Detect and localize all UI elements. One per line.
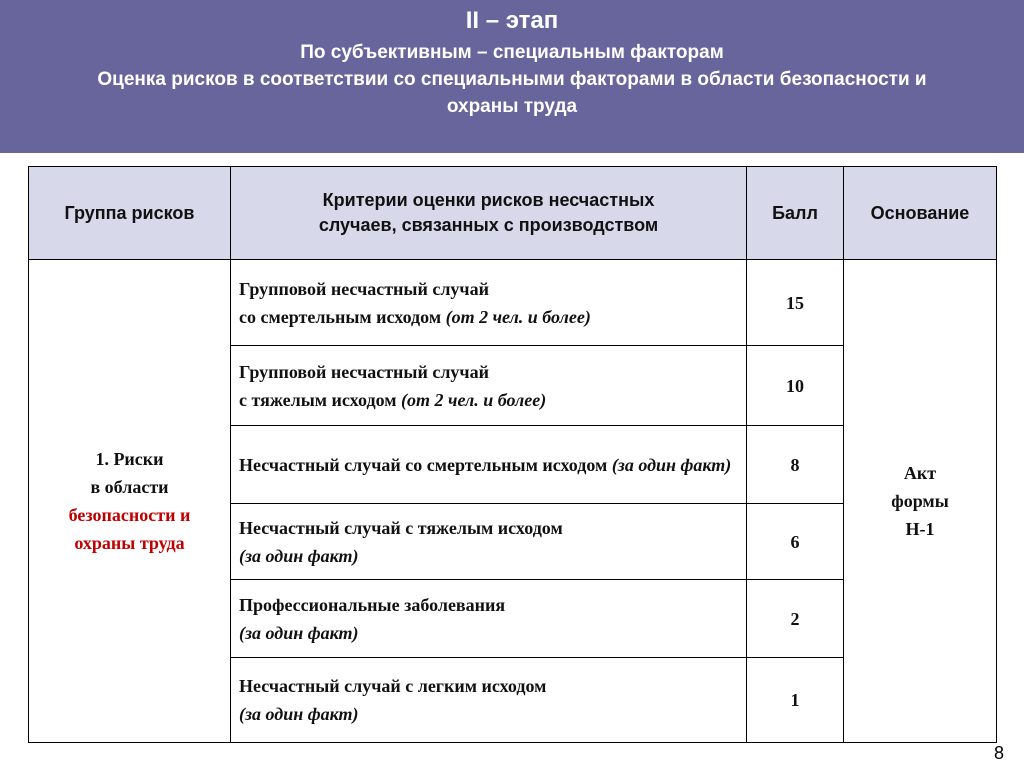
basis-line-2: формы bbox=[891, 491, 949, 511]
criteria-text-2: с тяжелым исходом bbox=[239, 389, 397, 410]
header-criteria-line-2: случаев, связанных с производством bbox=[318, 215, 659, 235]
score-cell: 2 bbox=[747, 580, 844, 658]
criteria-note: (за один факт) bbox=[239, 704, 359, 724]
criteria-text-2: со смертельным исходом bbox=[239, 306, 442, 327]
table-row bbox=[29, 260, 997, 346]
page-number: 8 bbox=[993, 743, 1004, 763]
criteria-text: Несчастный случай с тяжелым исходом bbox=[239, 517, 563, 538]
title-banner bbox=[0, 0, 1024, 153]
header-criteria bbox=[231, 167, 747, 260]
risk-group-cell bbox=[29, 260, 231, 743]
criteria-text: Профессиональные заболевания bbox=[239, 594, 506, 615]
criteria-note: (за один факт) bbox=[611, 454, 732, 475]
group-line-4: охраны труда bbox=[74, 533, 185, 553]
description-line-1: Оценка рисков в соответствии со специальными факторами в области безопасности и bbox=[97, 69, 927, 90]
criteria-cell bbox=[231, 426, 747, 504]
slide-description bbox=[0, 66, 1024, 120]
criteria-cell bbox=[231, 504, 747, 580]
table-header-row bbox=[29, 167, 997, 260]
criteria-cell bbox=[231, 346, 747, 426]
risk-assessment-table bbox=[28, 166, 997, 743]
criteria-cell bbox=[231, 658, 747, 743]
score-cell: 15 bbox=[747, 260, 844, 346]
header-basis: Основание bbox=[844, 167, 997, 260]
group-line-1: 1. Риски bbox=[95, 449, 164, 469]
header-group: Группа рисков bbox=[29, 167, 231, 260]
score-cell: 6 bbox=[747, 504, 844, 580]
criteria-cell bbox=[231, 580, 747, 658]
basis-line-1: Акт bbox=[903, 463, 937, 483]
criteria-text: Несчастный случай со смертельным исходом bbox=[239, 454, 608, 475]
header-score: Балл bbox=[747, 167, 844, 260]
header-criteria-line-1: Критерии оценки рисков несчастных bbox=[322, 190, 655, 210]
score-cell: 10 bbox=[747, 346, 844, 426]
criteria-note: (за один факт) bbox=[239, 622, 359, 643]
slide-subtitle: По субъективным – специальным факторам bbox=[300, 42, 724, 63]
score-cell: 8 bbox=[747, 426, 844, 504]
criteria-cell bbox=[231, 260, 747, 346]
description-line-2: охраны труда bbox=[446, 96, 578, 117]
criteria-note: (за один факт) bbox=[239, 545, 359, 566]
group-line-2: в области bbox=[90, 477, 169, 497]
criteria-note: (от 2 чел. и более) bbox=[445, 306, 591, 327]
group-line-3: безопасности и bbox=[68, 505, 191, 525]
criteria-text: Групповой несчастный случай bbox=[239, 278, 489, 299]
stage-title: II – этап bbox=[465, 7, 559, 34]
basis-line-3: Н-1 bbox=[905, 519, 935, 539]
criteria-text: Несчастный случай с легким исходом bbox=[239, 676, 547, 696]
basis-cell bbox=[844, 260, 997, 743]
criteria-text: Групповой несчастный случай bbox=[239, 361, 489, 382]
score-cell: 1 bbox=[747, 658, 844, 743]
criteria-note: (от 2 чел. и более) bbox=[401, 389, 547, 410]
